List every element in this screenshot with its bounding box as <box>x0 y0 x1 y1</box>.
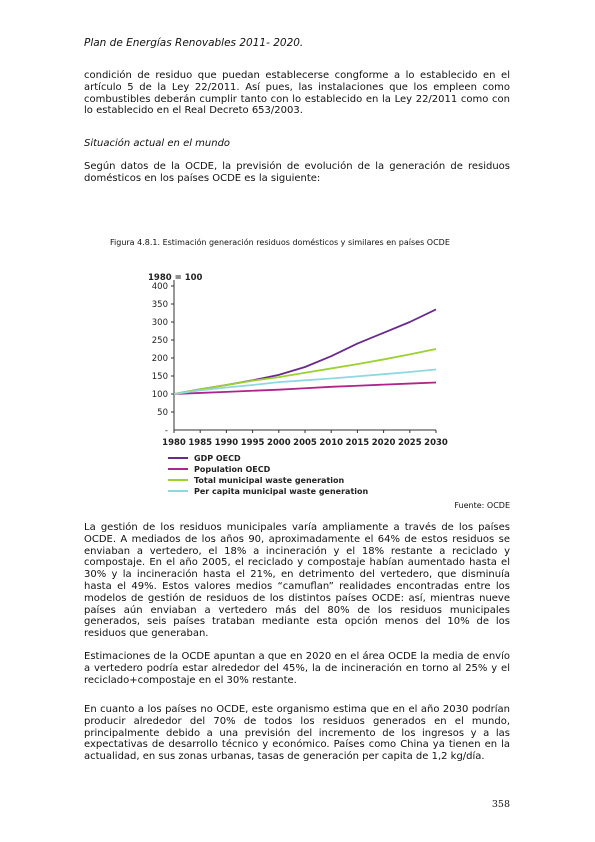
paragraph-5: En cuanto a los países no OCDE, este organismo estima que en el año 2030 podrían producir alrededor del 70% de todos los residuos generados en el mundo, principalmente debido a una previsión del incremento de los ingresos y a las expectativas de desarrollo técnico y económico. Países como China ya tienen en la actualidad, en sus zonas urbanas, tasas de generación per capita de 1,2 kg/día. <box>84 704 510 763</box>
paragraph-2: Según datos de la OCDE, la previsión de evolución de la generación de residuos domésticos en los países OCDE es la siguiente: <box>84 161 510 184</box>
legend-label-3: Total municipal waste generation <box>194 476 345 485</box>
y-tick-label: 250 <box>151 336 168 346</box>
y-tick-label: 100 <box>151 390 168 400</box>
y-tick-label: - <box>164 426 168 436</box>
y-tick-label: 50 <box>157 408 168 418</box>
y-tick-label: 300 <box>151 318 168 328</box>
x-tick-label: 2015 <box>345 438 370 448</box>
y-tick-label: 350 <box>151 300 168 310</box>
y-tick-label: 400 <box>151 282 168 292</box>
section-subheading: Situación actual en el mundo <box>84 138 231 149</box>
x-tick-label: 1990 <box>214 438 239 448</box>
x-tick-label: 1995 <box>240 438 265 448</box>
x-tick-label: 2000 <box>266 438 291 448</box>
legend-label-1: GDP OECD <box>194 454 241 463</box>
legend-label-2: Population OECD <box>194 465 271 474</box>
y-tick-label: 200 <box>151 354 168 364</box>
series-line-1 <box>174 309 436 394</box>
page-number: 358 <box>491 799 510 810</box>
x-tick-label: 2010 <box>319 438 344 448</box>
x-tick-label: 2020 <box>371 438 396 448</box>
paragraph-1: condición de residuo que puedan establecerse congforme a lo establecido en el artículo 5 de la Ley 22/2011. Así pues, las instalaciones que los empleen como combustibles deberán cumplir tanto con lo establecido en la Ley 22/2011 como con lo establecido en el Real Decreto 653/2003. <box>84 70 510 117</box>
x-tick-label: 2005 <box>293 438 317 448</box>
y-tick-label: 150 <box>151 372 168 382</box>
waste-generation-chart <box>140 266 460 506</box>
x-tick-label: 2025 <box>397 438 422 448</box>
legend-label-4: Per capita municipal waste generation <box>194 487 369 496</box>
x-tick-label: 2030 <box>424 438 448 448</box>
figure-caption: Figura 4.8.1. Estimación generación residuos domésticos y similares en países OCDE <box>110 238 450 247</box>
paragraph-3: La gestión de los residuos municipales varía ampliamente a través de los países OCDE. A mediados de los años 90, aproximadamente el 64% de estos residuos se enviaban a vertedero, el 18% a incineración y el 18% restante a reciclado y compostaje. En el año 2005, el reciclado y compostaje habían aumentado hasta el 30% y la incineración hasta el 21%, en detrimento del vertedero, que disminuía hasta el 49%. Estos valores medios “camuflan” realidades encontradas entre los modelos de gestión de residuos de los distintos países OCDE: así, mientras nueve países aún enviaban a vertedero más del 80% de los residuos municipales generados, seis países trataban mediante esta opción menos del 10% de los residuos que generaban. <box>84 522 510 640</box>
document-header: Plan de Energías Renovables 2011- 2020. <box>84 37 304 49</box>
index-label: 1980 = 100 <box>148 273 203 283</box>
paragraph-4: Estimaciones de la OCDE apuntan a que en 2020 en el área OCDE la media de envío a vertedero podría estar alrededor del 45%, la de incineración en torno al 25% y el reciclado+compostaje en el 30% restante. <box>84 651 510 686</box>
series-line-3 <box>174 349 436 394</box>
figure-source: Fuente: OCDE <box>454 501 510 510</box>
x-tick-label: 1985 <box>188 438 213 448</box>
x-tick-label: 1980 <box>162 438 186 448</box>
